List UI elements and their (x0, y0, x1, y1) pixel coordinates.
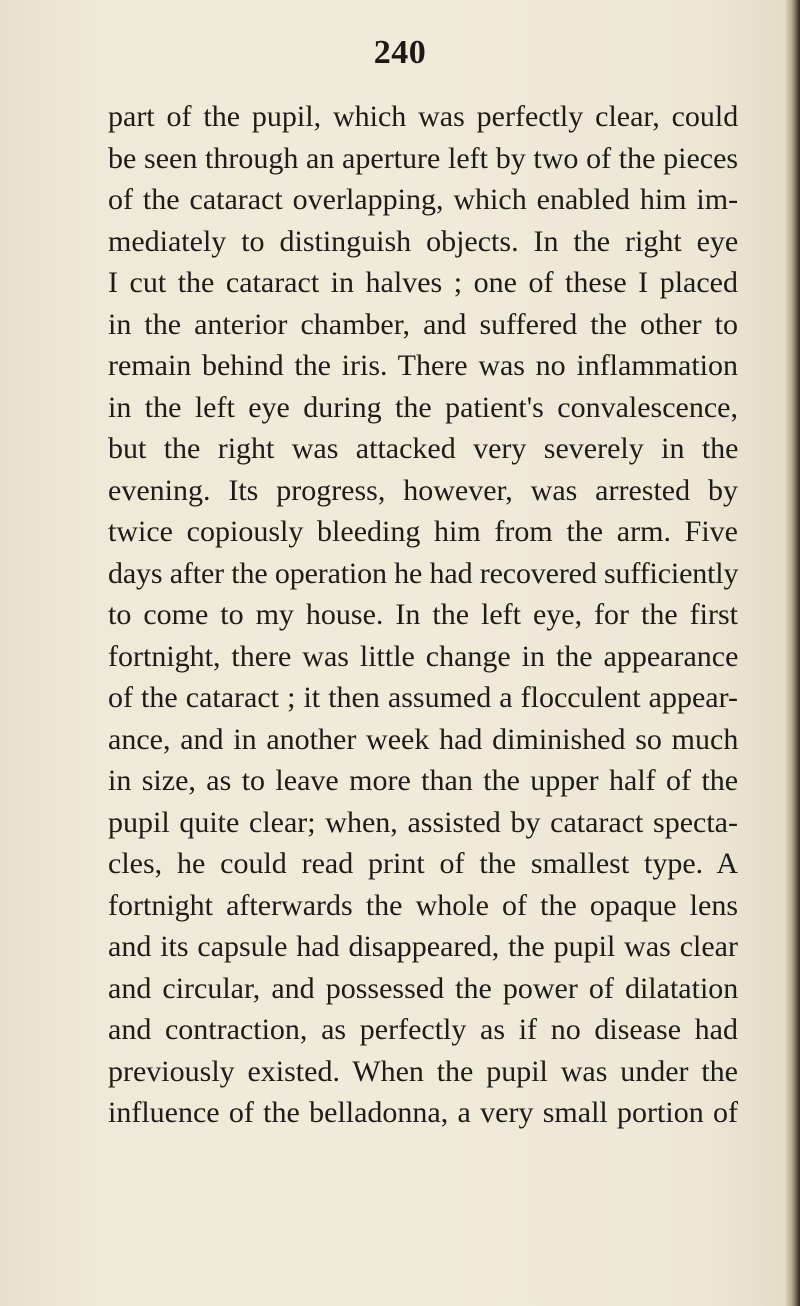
text-line: of the cataract ; it then assumed a flocculent appear- (108, 681, 738, 714)
text-line: ance, and in another week had diminished so much (108, 722, 739, 756)
text-line: part of the pupil, which was perfectly clear, could (108, 100, 739, 133)
page-number: 240 (373, 34, 427, 71)
text-body (108, 96, 738, 1134)
text-line: remain behind the iris. There was no inflammation (108, 349, 738, 382)
text-line: fortnight afterwards the whole of the opaque lens (108, 888, 738, 922)
text-line: be seen through an aperture left by two of the pieces (108, 141, 739, 175)
text-line: influence of the belladonna, a very small portion of (108, 1096, 738, 1129)
text-line: previously existed. When the pupil was under the (108, 1054, 738, 1088)
page-edge-shadow (786, 0, 800, 1306)
text-line: mediately to distinguish objects. In the right eye (108, 224, 739, 258)
text-line: and circular, and possessed the power of dilatation (108, 971, 739, 1005)
text-line: evening. Its progress, however, was arrested by (108, 473, 738, 507)
text-line: I cut the cataract in halves ; one of these I placed (108, 266, 738, 299)
text-line: twice copiously bleeding him from the arm. Five (108, 515, 738, 548)
text-line: but the right was attacked very severely in the (108, 432, 739, 465)
text-line: and its capsule had disappeared, the pupil was clear (108, 930, 738, 963)
text-line: in the anterior chamber, and suffered the other to (108, 307, 738, 341)
text-line: cles, he could read print of the smallest type. A (108, 847, 739, 880)
text-line: fortnight, there was little change in the appearance (108, 639, 739, 673)
text-line: days after the operation he had recovered sufficiently (108, 556, 739, 590)
text-line: in size, as to leave more than the upper half of the (108, 764, 739, 797)
text-line: and contraction, as perfectly as if no disease had (108, 1013, 738, 1046)
text-line: pupil quite clear; when, assisted by cataract specta- (108, 805, 738, 839)
text-line: to come to my house. In the left eye, for the first (108, 598, 738, 631)
text-line: of the cataract overlapping, which enabled him im- (108, 183, 739, 216)
text-line: in the left eye during the patient's convalescence, (108, 390, 738, 424)
